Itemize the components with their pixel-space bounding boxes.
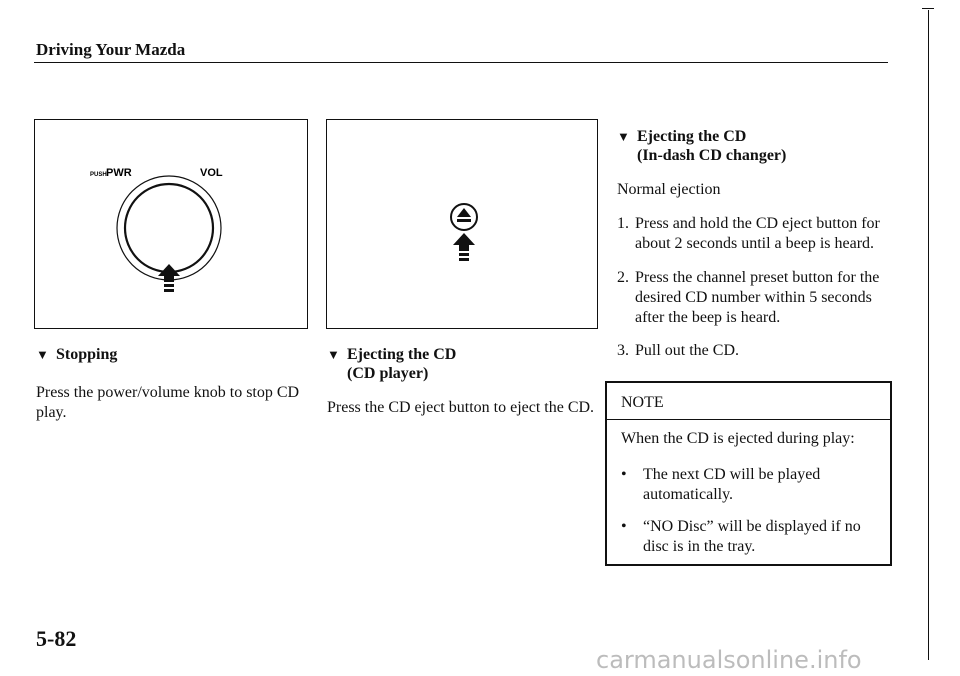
- note-intro: When the CD is ejected during play:: [621, 430, 855, 447]
- push-label: PUSH: [90, 172, 107, 178]
- eject-changer-heading: ▼ Ejecting the CD: [617, 128, 747, 145]
- page-number: 5-82: [36, 626, 77, 651]
- step-2: 2. Press the channel preset button for the desired CD number within 5 seconds after the beep is heard.: [617, 269, 880, 326]
- margin-rule: [928, 10, 929, 660]
- eject-changer-subheading: (In-dash CD changer): [637, 147, 787, 164]
- knob-inner-ring: [125, 184, 213, 272]
- margin-rule-cap: [922, 8, 934, 9]
- stopping-text-line1: Press the power/volume knob to stop CD: [36, 384, 300, 401]
- eject-icon: [457, 208, 471, 222]
- knob-illustration: [34, 119, 308, 329]
- note-title: NOTE: [621, 394, 664, 411]
- watermark: carmanualsonline.info: [596, 646, 862, 674]
- note-box: [605, 381, 892, 566]
- page-header-title: Driving Your Mazda: [36, 40, 186, 59]
- section-triangle-icon: ▼: [617, 129, 630, 144]
- pwr-label: PWR: [106, 167, 132, 179]
- push-arrow-icon: [158, 264, 180, 292]
- stopping-text-line2: play.: [36, 404, 67, 421]
- eject-cd-player-text: Press the CD eject button to eject the CD.: [327, 399, 595, 416]
- note-bullet-1: • The next CD will be played automatically.: [621, 466, 821, 503]
- note-header: [607, 383, 890, 420]
- section-triangle-icon: ▼: [36, 347, 49, 362]
- section-triangle-icon: ▼: [327, 347, 340, 362]
- step-3: 3. Pull out the CD.: [617, 342, 740, 359]
- normal-ejection-label: Normal ejection: [617, 181, 721, 198]
- eject-cd-player-heading: ▼ Ejecting the CD: [327, 346, 457, 363]
- press-arrow-icon: [453, 233, 475, 261]
- vol-label: VOL: [200, 167, 223, 179]
- note-bullet-2: • “NO Disc” will be displayed if no disc is in the tray.: [621, 518, 861, 555]
- step-1: 1. Press and hold the CD eject button for about 2 seconds until a beep is heard.: [617, 215, 880, 252]
- eject-cd-player-subheading: (CD player): [347, 365, 429, 382]
- knob-diagram: [35, 120, 307, 328]
- eject-diagram: [327, 120, 597, 328]
- bullet-dot-icon: •: [621, 466, 627, 483]
- header-rule: [34, 62, 888, 63]
- bullet-dot-icon: •: [621, 518, 627, 535]
- stopping-heading: ▼ Stopping: [36, 346, 118, 363]
- eject-button-illustration: [326, 119, 598, 329]
